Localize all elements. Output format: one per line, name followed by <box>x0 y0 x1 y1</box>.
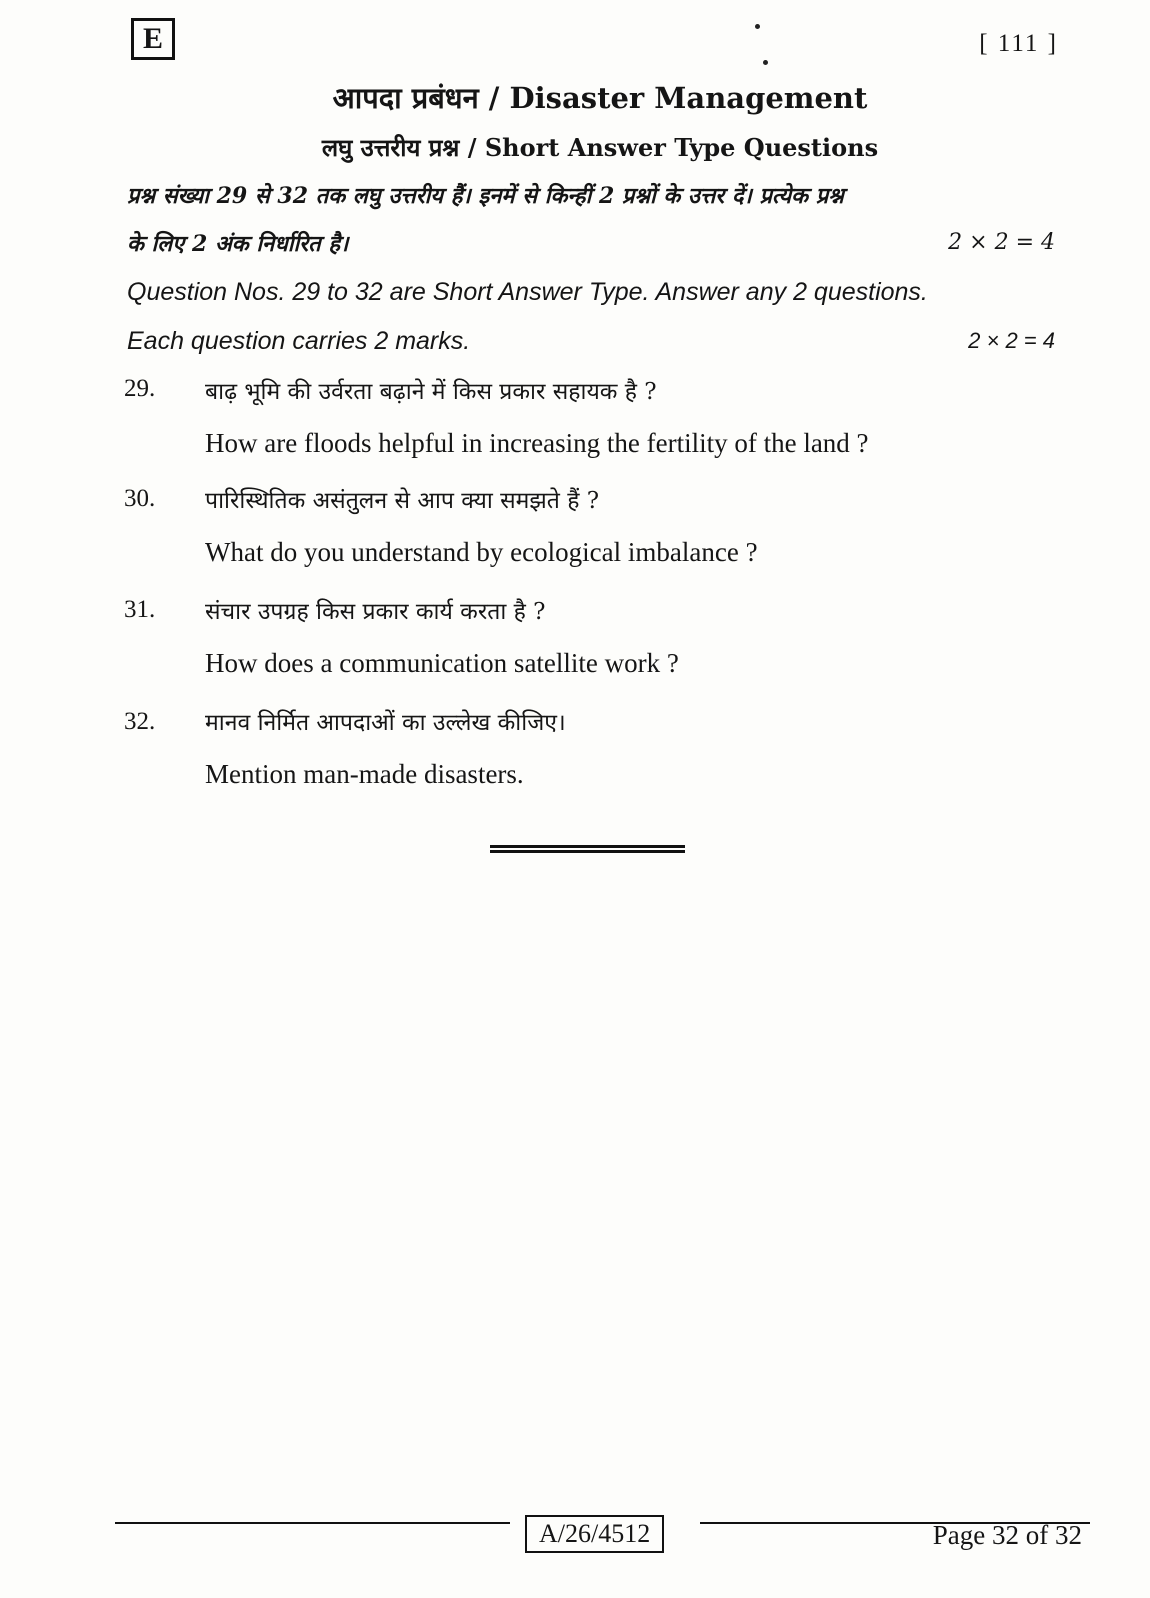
hindi-marks: 2 × 2 = 4 <box>948 230 1055 255</box>
hindi-instruction-line-2: के लिए 2 अंक निर्धारित है। <box>127 231 349 257</box>
question-hindi: बाढ़ भूमि की उर्वरता बढ़ाने में किस प्रकार सहायक है ? <box>205 379 657 405</box>
question-hindi: पारिस्थितिक असंतुलन से आप क्या समझते हैं ? <box>205 488 600 514</box>
english-instructions <box>127 268 1057 366</box>
question-number: 30. <box>124 485 156 512</box>
scan-speck <box>755 24 760 29</box>
hindi-instruction-line-1: प्रश्न संख्या 29 से 32 तक लघु उत्तरीय हैं। इनमें से किन्हीं 2 प्रश्नों के उत्तर दें। प्रत्येक प्रश्न <box>127 183 844 209</box>
paper-code-box: A/26/4512 <box>525 1515 664 1553</box>
question-number: 29. <box>124 375 156 402</box>
english-instruction-line-2: Each question carries 2 marks. <box>127 327 471 355</box>
hindi-instructions <box>127 172 1057 268</box>
question-english: What do you understand by ecological imbalance ? <box>205 537 758 567</box>
question-english: Mention man-made disasters. <box>205 759 524 789</box>
question-number: 32. <box>124 708 156 735</box>
question-english: How does a communication satellite work ? <box>205 648 679 678</box>
page-number: Page 32 of 32 <box>932 1520 1082 1550</box>
question-english: How are floods helpful in increasing the fertility of the land ? <box>205 428 869 458</box>
page-subtitle: लघु उत्तरीय प्रश्न / Short Answer Type Questions <box>321 133 879 162</box>
footer-rule-left <box>115 1522 510 1524</box>
english-marks: 2 × 2 = 4 <box>968 328 1055 353</box>
set-code-box: E <box>131 18 175 60</box>
question-hindi: मानव निर्मित आपदाओं का उल्लेख कीजिए। <box>205 710 566 736</box>
page-title: आपदा प्रबंधन / Disaster Management <box>332 81 868 115</box>
scan-speck <box>763 60 768 65</box>
english-instruction-line-1: Question Nos. 29 to 32 are Short Answer Type. Answer any 2 questions. <box>127 278 928 306</box>
end-divider <box>490 845 685 853</box>
question-number: 31. <box>124 596 156 623</box>
subject-code: [ 111 ] <box>979 30 1058 57</box>
question-hindi: संचार उपग्रह किस प्रकार कार्य करता है ? <box>205 599 546 625</box>
